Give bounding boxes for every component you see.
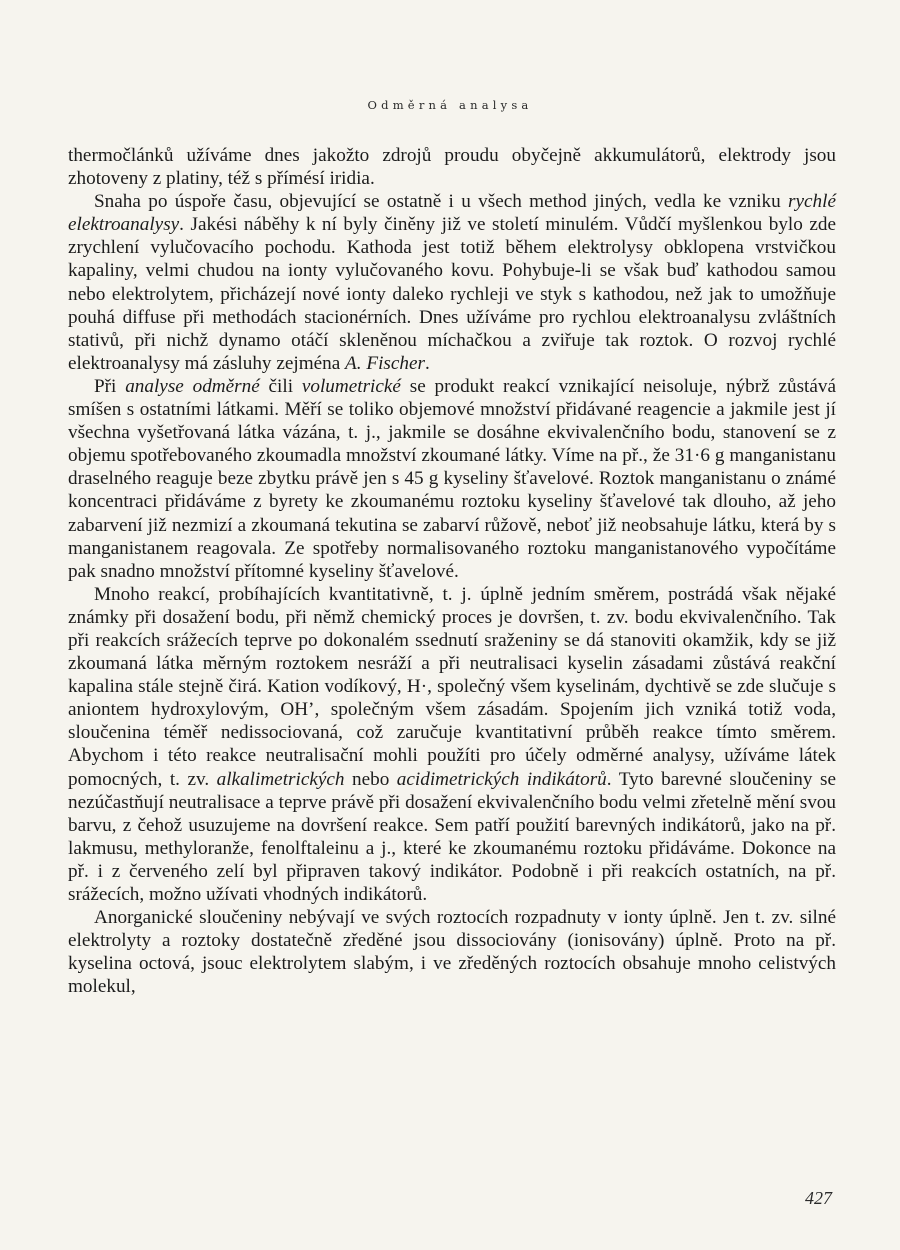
- paragraph-p3: [68, 375, 836, 583]
- paragraph-p5: [68, 906, 836, 998]
- text-run: . Tyto barevné sloučeniny se nezúčastňují neutralisace a teprve právě při dosažení ekvivalenčního bodu velmi zřetelně mění svou barvu, z čehož usuzujeme na dovršení reakce. Sem patří použití barevných indikátorů, jako na př. lakmusu, methyloranže, fenolftaleinu a j., které ke zkoumanému roztoku přidáváme. Dokonce na př. i z červeného zelí byl připraven takový indikátor. Podobně i při reakcích ostatních, na př. srážecích, možno užívati vhodných indikátorů.: [68, 768, 836, 905]
- text-run: . Jakési náběhy k ní byly činěny již ve století minulém. Vůdčí myšlenkou bylo zde zrychlení vylučovacího pochodu. Kathoda jest totiž během elektrolysy obklopena vrstvičkou kapaliny, velmi chudou na ionty vylučovaného kovu. Pohybuje-li se však buď kathodou samou nebo elektrolytem, přicházejí nové ionty daleko rychleji ve styk s kathodou, než jak to umožňuje pouhá diffuse při methodách stacionérních. Dnes užíváme pro rychlou elektroanalysu zvláštních stativů, při nichž dynamo otáčí skleněnou míchačkou a zviřuje tak roztok. O rozvoj rychlé elektroanalysy má zásluhy zejména: [68, 214, 836, 374]
- text-run: čili: [259, 375, 302, 397]
- text-run: thermočlánků užíváme dnes jakožto zdrojů proudu obyčejně akkumulátorů, elektrody jsou zhotoveny z platiny, též s přímésí iridia.: [68, 145, 836, 190]
- italic-term: alkalimetrických: [216, 768, 345, 790]
- paragraph-p1: [68, 144, 836, 190]
- running-head: Odměrná analysa: [367, 98, 533, 112]
- paragraph-p4: [68, 583, 836, 906]
- text-run: Anorganické sloučeniny nebývají ve svých roztocích rozpadnuty v ionty úplně. Jen t. zv. silné elektrolyty a roztoky dostatečně zředěné jsou dissociovány (ionisovány) úplně. Proto na př. kyselina octová, jsouc elektrolytem slabým, i ve zředěných roztocích obsahuje mnoho celistvých molekul,: [68, 907, 836, 998]
- text-run: Mnoho reakcí, probíhajících kvantitativně, t. j. úplně jedním směrem, postrádá však nějaké známky při dosažení bodu, při němž chemický proces je dovršen, t. zv. bodu ekvivalenčního. Tak při reakcích srážecích teprve po dokonalém ssednutí sraženiny se dá stanoviti okamžik, kdy se již zkoumaná látka měrným roztokem nesráží a při neutralisaci kyselin zásadami zůstává reakční kapalina stále stejně čirá. Kation vodíkový, H·, společný všem kyselinám, dychtivě se zde slučuje s aniontem hydroxylovým, OH’, společným všem zásadám. Spojením jich vzniká totiž voda, sloučenina téměř nedissociovaná, což zaručuje kvantitativní průběh reakce tímto směrem. Abychom i této reakce neutralisační mohli použíti pro účely odměrné analysy, užíváme látek pomocných, t. zv.: [68, 583, 836, 790]
- page-number: 427: [805, 1188, 832, 1208]
- italic-term: rychlé elektroanalysy: [68, 191, 836, 236]
- text-run: nebo: [344, 768, 397, 790]
- text-run: Snaha po úspoře času, objevující se ostatně i u všech method jiných, vedla ke vzniku: [94, 191, 789, 213]
- italic-term: analyse odměrné: [125, 375, 260, 397]
- text-run: .: [424, 352, 430, 374]
- italic-term: A. Fischer: [345, 352, 425, 374]
- italic-term: volumetrické: [301, 375, 401, 397]
- paragraph-p2: [68, 190, 836, 375]
- italic-term: acidimetrických indikátorů: [396, 768, 607, 790]
- text-run: Při: [94, 375, 126, 397]
- body-text: [68, 144, 836, 998]
- text-run: se produkt reakcí vznikající neisoluje, nýbrž zůstává smíšen s ostatními látkami. Měří se toliko objemové množství přidávané reagencie a jakmile jest jí všechna vyšetřovaná látka vázána, t. j., jakmile se dosáhne ekvivalenčního bodu, stanovení se z objemu spotřebovaného zkoumadla množství zkoumané látky. Víme na př., že 31·6 g manganistanu draselného reaguje beze zbytku právě jen s 45 g kyseliny šťavelové. Roztok manganistanu o známé koncentraci přidáváme z byrety ke zkoumanému roztoku kyseliny šťavelové tak dlouho, až jeho zabarvení již nezmizí a zkoumaná tekutina se zabarví růžově, neboť již neobsahuje látku, která by s manganistanem reagovala. Ze spotřeby normalisovaného roztoku manganistanového vypočítáme pak snadno množství přítomné kyseliny šťavelové.: [68, 375, 836, 582]
